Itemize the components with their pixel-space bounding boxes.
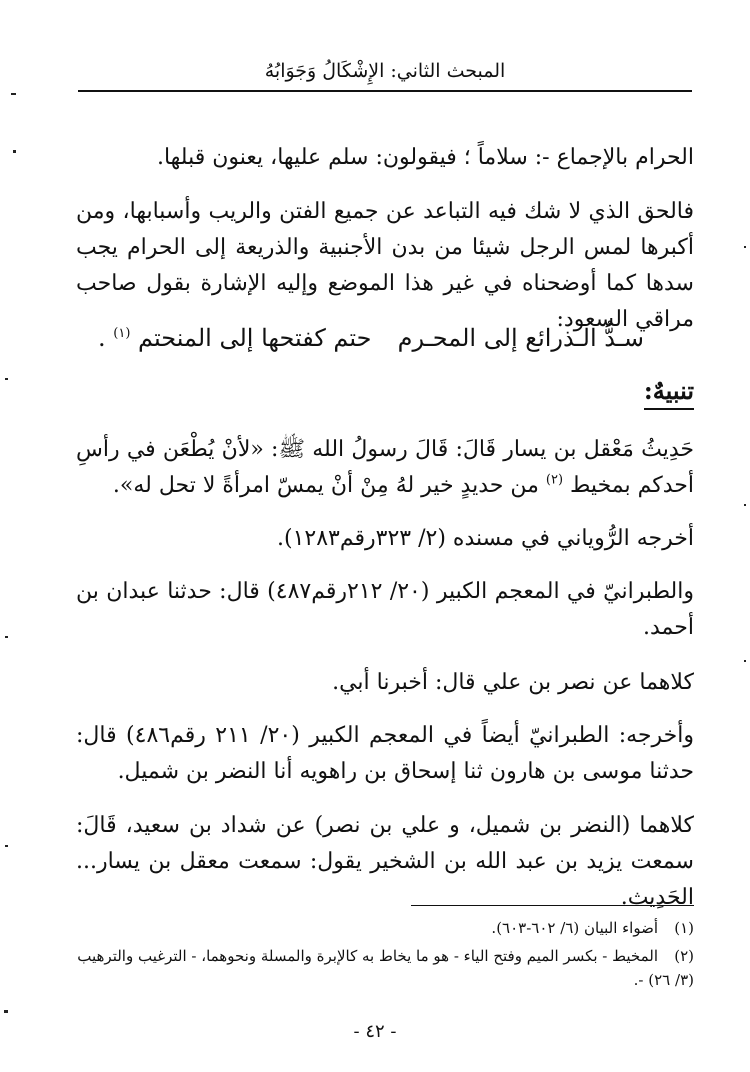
page-number: - ٤٢ - [353, 1021, 397, 1042]
scan-mark [5, 636, 8, 638]
chain-summary-1: كلاهما عن نصر بن علي قال: أخبرنا أبي. [332, 670, 694, 695]
hadith-word-mikhyat: بمخيط [570, 473, 631, 498]
paragraph-closing-pretexts: فالحق الذي لا شك فيه التباعد عن جميع الفتن والريب وأسبابها، ومن أكبرها لمس الرجل شيئا من بدن الأجنبية والذريعة إلى الحرام يجب سدها كما أوضحناه في غير هذا الموضع وإليه الإشارة بقول صاحب مراقي السعود: [76, 199, 694, 332]
header-rule [78, 90, 692, 92]
footnote-ref-1[interactable]: (١) [113, 326, 131, 341]
footnote-2-number: (٢) [674, 947, 694, 965]
verse-second-hemistich: حتم كفتحها إلى المنحتم $^{(١)}$ . [98, 324, 372, 352]
footnote-1-number: (١) [674, 919, 694, 937]
scan-mark [11, 93, 16, 95]
takhrij-tabarani-2: وأخرجه: الطبرانيّ أيضاً في المعجم الكبير (٢٠/ ٢١١ رقم٤٨٦) قال: حدثنا موسى بن هارون ثنا إسحاق بن راهويه أنا النضر بن شميل. [76, 723, 695, 784]
scan-mark [744, 504, 746, 506]
hadith-text [76, 432, 694, 504]
section-heading-notice: تنبيهٌ: [644, 374, 694, 410]
footnote-2 [70, 944, 694, 992]
footnote-2-text: المخيط - بكسر الميم وفتح الياء - هو ما يخاط به كالإبرة والمسلة ونحوهما، - الترغيب والترهيب (٣/ ٢٦) -. [77, 947, 694, 989]
scan-mark [5, 845, 8, 847]
takhrij-ruyani: أخرجه الرُّوياني في مسنده (٢/ ٣٢٣رقم١٢٨٣). [277, 526, 694, 551]
footnote-1 [70, 916, 694, 940]
hadith-line-1: حَدِيثُ مَعْقل بن يسار قَالَ: قَالَ رسولُ الله ﷺ: «لأنْ يُطْعَن في رأسِ أحدكم [76, 437, 694, 498]
footnote-1-text: أضواء البيان (٦/ ٦٠٢-٦٠٣). [491, 919, 658, 937]
scan-mark [4, 1010, 8, 1013]
verse-line [76, 318, 694, 358]
paragraph-continuation: الحرام بالإجماع -: سلاماً ؛ فيقولون: سلم عليها، يعنون قبلها. [156, 145, 694, 170]
footnote-ref-2[interactable]: (٢) [545, 472, 564, 488]
chain-summary-2: كلاهما (النضر بن شميل، و علي بن نصر) عن شداد بن سعيد، قَالَ: سمعت يزيد بن عبد الله بن الشخير يقول: سمعت معقل بن يسار... الحَدِيث. [76, 813, 694, 910]
hadith-line-2: من حديدٍ خير لهُ مِنْ أنْ يمسّ امرأةً لا تحل له». [112, 473, 539, 498]
scan-mark [744, 246, 746, 248]
scan-mark [5, 378, 8, 380]
running-header: المبحث الثاني: الإِشْكَالُ وَجَوَابُهُ [264, 60, 506, 82]
verse-first-hemistich: سـدُّ الـذرائع إلى المحـرم [397, 324, 644, 352]
footnote-separator [411, 905, 694, 906]
scan-mark [744, 660, 746, 662]
takhrij-tabarani-1: والطبرانيّ في المعجم الكبير (٢٠/ ٢١٢رقم٤٨٧) قال: حدثنا عبدان بن أحمد. [76, 579, 694, 640]
verse-second-hemistich-text: حتم كفتحها إلى المنحتم [138, 324, 372, 352]
scan-mark [13, 150, 16, 153]
